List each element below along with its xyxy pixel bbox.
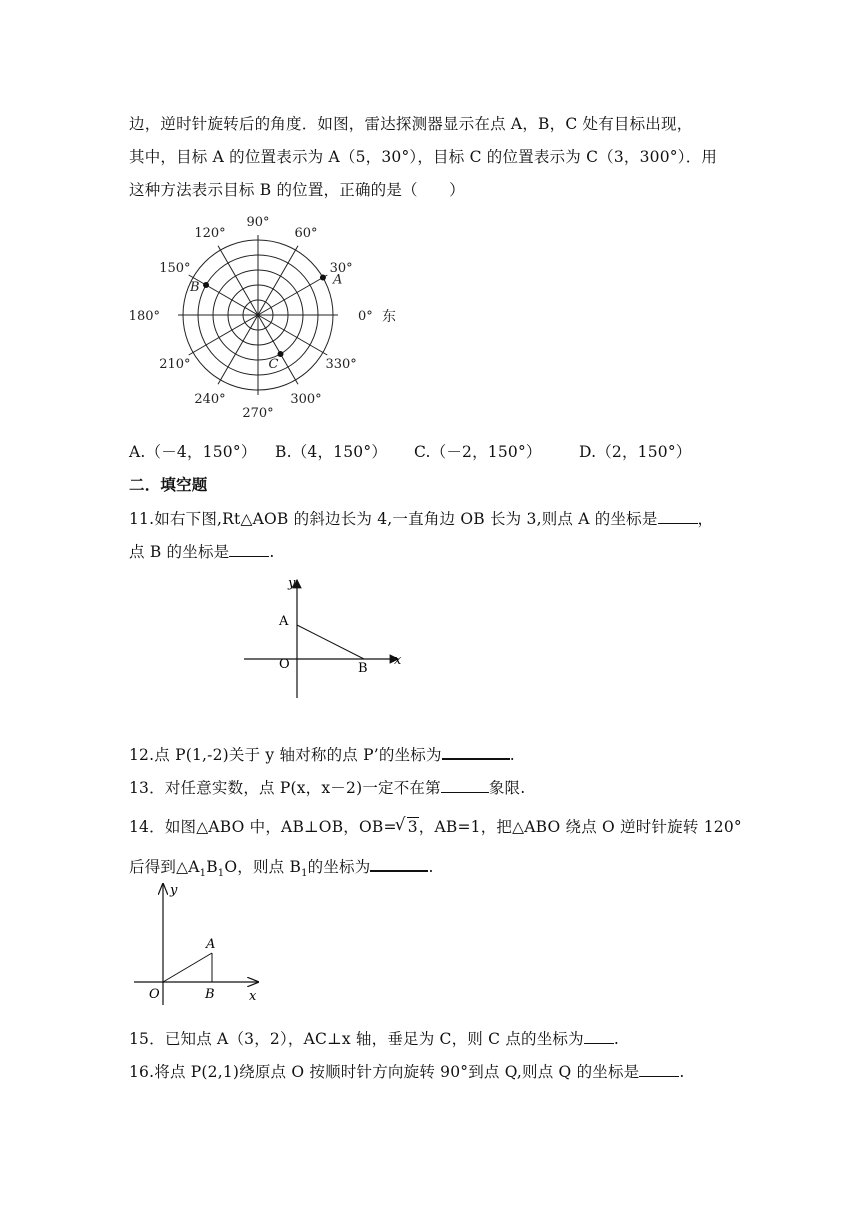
target-point-a <box>320 275 326 281</box>
y-label: y <box>170 883 178 898</box>
q14-sub-1: 1 <box>199 868 207 880</box>
option-b[interactable]: B.（4，150°） <box>275 443 388 461</box>
options-row <box>129 440 692 462</box>
angle-label-0: 0° <box>358 309 373 324</box>
radar-figure <box>120 200 410 435</box>
question-14-line-1 <box>129 815 742 837</box>
point-b-label: B <box>358 661 368 676</box>
target-label-c: C <box>268 356 279 372</box>
radar-ray-210 <box>189 315 258 355</box>
x-label: x <box>249 989 257 1004</box>
radar-ray-300 <box>258 315 298 384</box>
point-b-label: B <box>205 987 215 1002</box>
question-14-line-2 <box>129 855 434 879</box>
q15-text: 15．已知点 A（3，2），AC⊥x 轴，垂足为 C，则 C 点的坐标为 <box>129 1030 584 1048</box>
angle-label-30: 30° <box>329 261 353 276</box>
intro-line-3: 这种方法表示目标 B 的位置，正确的是（ ） <box>129 181 465 199</box>
angle-label-240: 240° <box>194 392 226 408</box>
point-a-label: A <box>206 937 216 952</box>
answer-blank[interactable] <box>639 1062 679 1077</box>
angle-label-60: 60° <box>294 225 318 241</box>
q15-punct: . <box>613 1030 619 1048</box>
q14-seg-b: B <box>206 858 218 876</box>
q14-punct: . <box>428 858 434 876</box>
question-15 <box>129 1027 619 1049</box>
q14-text-2: ，AB=1，把△ABO 绕点 O 逆时针旋转 120° <box>418 818 742 836</box>
q12-text: 12.点 P(1,-2)关于 y 轴对称的点 P’的坐标为 <box>129 746 442 764</box>
question-11-line-1 <box>129 507 713 529</box>
figure-14 <box>130 880 270 1010</box>
answer-blank[interactable] <box>584 1029 614 1044</box>
radar-ray-240 <box>218 315 258 384</box>
segment-oa <box>163 953 212 982</box>
q14-seg-d: 的坐标为 <box>307 858 371 876</box>
intro-line-1: 边，逆时针旋转后的角度．如图，雷达探测器显示在点 A，B，C 处有目标出现， <box>129 115 693 133</box>
option-d[interactable]: D.（2，150°） <box>579 443 692 461</box>
radar-ray-30 <box>258 275 327 315</box>
question-12 <box>129 743 515 765</box>
origin-label: O <box>279 657 290 672</box>
question-13 <box>129 776 525 798</box>
answer-blank[interactable] <box>442 744 510 760</box>
angle-label-300: 300° <box>290 392 322 408</box>
target-label-b: B <box>190 280 200 295</box>
angle-label-120: 120° <box>194 225 226 241</box>
q13-text: 13．对任意实数，点 P(x，x－2)一定不在第 <box>129 779 441 797</box>
origin-label: O <box>149 987 160 1002</box>
q14-seg-c: O，则点 B <box>224 858 302 876</box>
east-label: 东 <box>382 309 396 325</box>
intro-line-2: 其中，目标 A 的位置表示为 A（5，30°），目标 C 的位置表示为 C（3，300°）．用 <box>129 148 718 166</box>
hypotenuse-ab <box>297 625 364 659</box>
figure-11 <box>238 570 418 710</box>
sqrt-3: √ 3 <box>397 818 419 836</box>
q14-sub-2: 1 <box>217 868 225 880</box>
answer-blank[interactable] <box>229 542 269 557</box>
option-a[interactable]: A.（－4，150°） <box>129 443 257 461</box>
angle-label-180: 180° <box>128 309 160 324</box>
question-16 <box>129 1060 685 1082</box>
q11-punct-2: . <box>269 543 275 561</box>
q14-seg-a: 后得到△A <box>129 858 200 876</box>
question-11-line-2 <box>129 540 275 562</box>
q14-sub-3: 1 <box>301 868 308 880</box>
angle-label-150: 150° <box>159 261 191 276</box>
angle-label-330: 330° <box>325 357 357 372</box>
answer-blank[interactable] <box>441 778 489 793</box>
point-a-label: A <box>279 614 289 629</box>
section-title: 二．填空题 <box>129 476 208 494</box>
radar-ray-120 <box>218 246 258 315</box>
y-label: y <box>288 576 296 591</box>
q16-punct: . <box>679 1063 685 1081</box>
target-point-b <box>203 282 209 288</box>
q16-text: 16.将点 P(2,1)绕原点 O 按顺时针方向旋转 90°到点 Q,则点 Q 的坐标是 <box>129 1063 640 1081</box>
q14-text: 14．如图△ABO 中，AB⊥OB，OB= <box>129 818 397 836</box>
q11-text-2: 点 B 的坐标是 <box>129 543 230 561</box>
answer-blank[interactable] <box>370 856 428 872</box>
target-label-a: A <box>332 272 343 288</box>
q12-punct: . <box>509 746 515 764</box>
q11-text: 11.如右下图,Rt△AOB 的斜边长为 4,一直角边 OB 长为 3,则点 A 的坐标是 <box>129 510 658 528</box>
q11-punct: ， <box>697 510 714 528</box>
angle-label-90: 90° <box>246 215 270 230</box>
angle-label-210: 210° <box>159 357 191 372</box>
radar-ray-330 <box>258 315 327 355</box>
radar-ray-60 <box>258 246 298 315</box>
answer-blank[interactable] <box>658 509 698 524</box>
q13-punct: 象限. <box>488 779 526 797</box>
option-c[interactable]: C.（－2，150°） <box>414 443 542 461</box>
angle-label-270: 270° <box>242 406 274 421</box>
x-label: x <box>394 653 402 668</box>
